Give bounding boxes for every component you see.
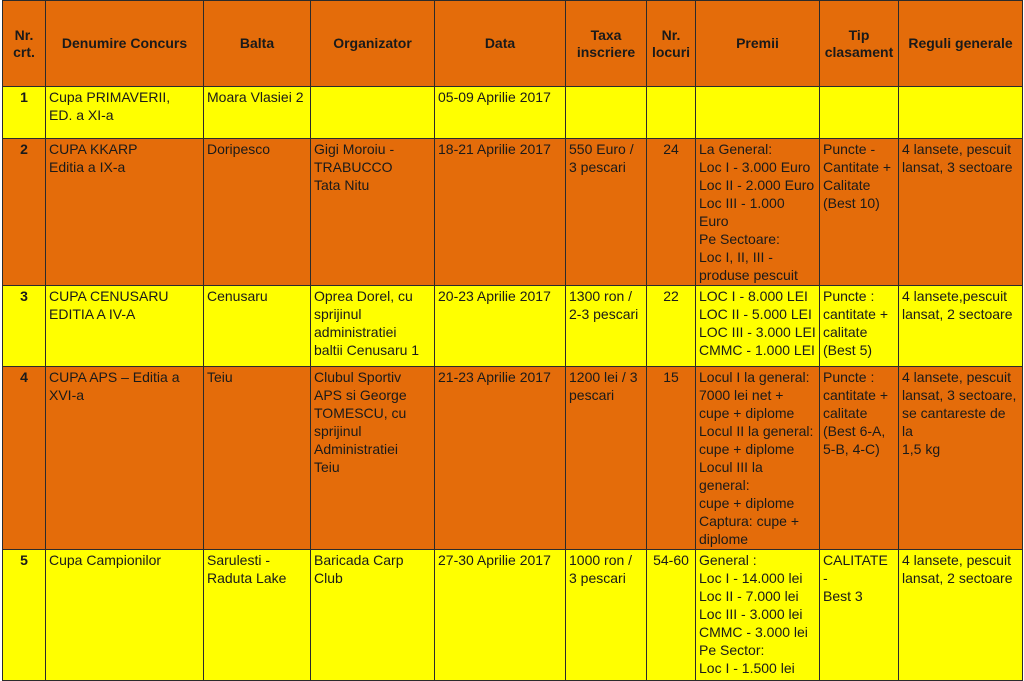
cell-locuri: 22 — [647, 286, 696, 367]
cell-reguli: 4 lansete, pescuit lansat, 3 sectoare, se cantareste de la 1,5 kg — [899, 367, 1023, 550]
header-premii: Premii — [696, 1, 820, 87]
cell-nr: 2 — [3, 139, 46, 286]
cell-concurs: CUPA KKARP Editia a IX-a — [46, 139, 204, 286]
table-row — [3, 286, 1023, 367]
cell-premii — [696, 87, 820, 139]
cell-balta: Teiu — [204, 367, 311, 550]
cell-data: 18-21 Aprilie 2017 — [435, 139, 566, 286]
header-clasament: Tip clasament — [820, 1, 899, 87]
header-taxa: Taxa inscriere — [566, 1, 647, 87]
cell-nr: 4 — [3, 367, 46, 550]
cell-reguli — [899, 87, 1023, 139]
contest-table — [2, 0, 1023, 681]
header-data: Data — [435, 1, 566, 87]
cell-balta: Sarulesti - Raduta Lake — [204, 550, 311, 681]
table-row — [3, 87, 1023, 139]
cell-organizator: Gigi Moroiu - TRABUCCO Tata Nitu — [311, 139, 435, 286]
cell-concurs: Cupa PRIMAVERII, ED. a XI-a — [46, 87, 204, 139]
cell-concurs: CUPA APS – Editia a XVI-a — [46, 367, 204, 550]
cell-organizator: Oprea Dorel, cu sprijinul administratiei baltii Cenusaru 1 — [311, 286, 435, 367]
cell-locuri: 54-60 — [647, 550, 696, 681]
cell-reguli: 4 lansete, pescuit lansat, 3 sectoare — [899, 139, 1023, 286]
cell-taxa: 1000 ron / 3 pescari — [566, 550, 647, 681]
table-row — [3, 550, 1023, 681]
cell-taxa — [566, 87, 647, 139]
header-reguli: Reguli generale — [899, 1, 1023, 87]
cell-balta: Moara Vlasiei 2 — [204, 87, 311, 139]
cell-data: 05-09 Aprilie 2017 — [435, 87, 566, 139]
cell-data: 21-23 Aprilie 2017 — [435, 367, 566, 550]
cell-nr: 3 — [3, 286, 46, 367]
cell-taxa: 1200 lei / 3 pescari — [566, 367, 647, 550]
cell-premii: Locul I la general: 7000 lei net + cupe + diplome Locul II la general: cupe + diplome Locul III la general: cupe + diplome Captura: cupe + diplome — [696, 367, 820, 550]
cell-clasament — [820, 87, 899, 139]
cell-reguli: 4 lansete, pescuit lansat, 2 sectoare — [899, 550, 1023, 681]
table-row — [3, 139, 1023, 286]
cell-locuri: 15 — [647, 367, 696, 550]
header-row — [3, 1, 1023, 87]
cell-organizator — [311, 87, 435, 139]
header-concurs: Denumire Concurs — [46, 1, 204, 87]
cell-clasament: Puncte : cantitate + calitate (Best 6-A, 5-B, 4-C) — [820, 367, 899, 550]
header-nr: Nr. crt. — [3, 1, 46, 87]
table-row — [3, 367, 1023, 550]
cell-premii: LOC I - 8.000 LEI LOC II - 5.000 LEI LOC III - 3.000 LEI CMMC - 1.000 LEI — [696, 286, 820, 367]
cell-nr: 5 — [3, 550, 46, 681]
cell-reguli: 4 lansete,pescuit lansat, 2 sectoare — [899, 286, 1023, 367]
cell-clasament: CALITATE - Best 3 — [820, 550, 899, 681]
cell-premii: La General: Loc I - 3.000 Euro Loc II - 2.000 Euro Loc III - 1.000 Euro Pe Sectoare: Loc I, II, III - produse pescuit — [696, 139, 820, 286]
cell-data: 20-23 Aprilie 2017 — [435, 286, 566, 367]
cell-clasament: Puncte - Cantitate + Calitate (Best 10) — [820, 139, 899, 286]
cell-balta: Doripesco — [204, 139, 311, 286]
header-organizator: Organizator — [311, 1, 435, 87]
cell-clasament: Puncte : cantitate + calitate (Best 5) — [820, 286, 899, 367]
cell-taxa: 1300 ron / 2-3 pescari — [566, 286, 647, 367]
cell-organizator: Clubul Sportiv APS si George TOMESCU, cu sprijinul Administratiei Teiu — [311, 367, 435, 550]
cell-concurs: CUPA CENUSARU EDITIA A IV-A — [46, 286, 204, 367]
cell-locuri — [647, 87, 696, 139]
header-locuri: Nr. locuri — [647, 1, 696, 87]
cell-concurs: Cupa Campionilor — [46, 550, 204, 681]
cell-balta: Cenusaru — [204, 286, 311, 367]
cell-organizator: Baricada Carp Club — [311, 550, 435, 681]
cell-locuri: 24 — [647, 139, 696, 286]
cell-nr: 1 — [3, 87, 46, 139]
cell-premii: General : Loc I - 14.000 lei Loc II - 7.000 lei Loc III - 3.000 lei CMMC - 3.000 lei Pe Sector: Loc I - 1.500 lei — [696, 550, 820, 681]
cell-data: 27-30 Aprilie 2017 — [435, 550, 566, 681]
cell-taxa: 550 Euro / 3 pescari — [566, 139, 647, 286]
header-balta: Balta — [204, 1, 311, 87]
